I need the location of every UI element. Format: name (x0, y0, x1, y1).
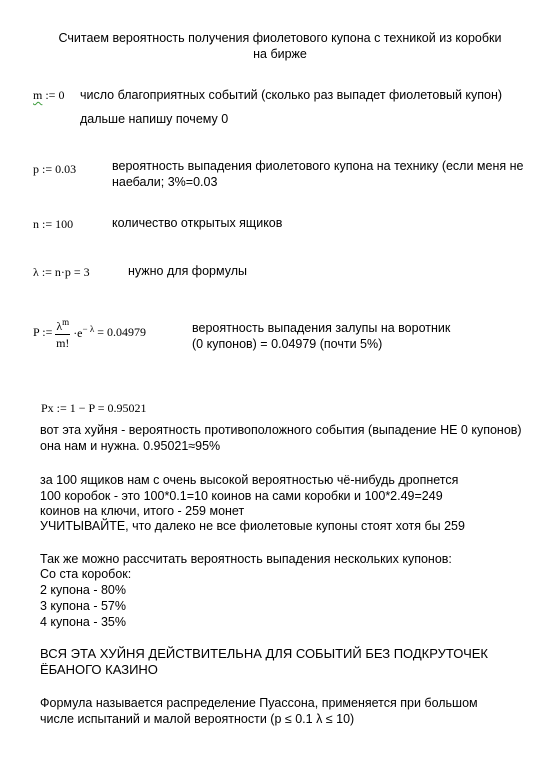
paragraph-3-line-1: Так же можно рассчитать вероятность выпадения нескольких купонов: (40, 552, 452, 566)
exp-exponent: − λ (82, 324, 95, 334)
n-formula: n := 100 (33, 217, 74, 231)
p-description-2: наебали; 3%=0.03 (112, 175, 218, 189)
paragraph-4-line-1: ВСЯ ЭТА ХУЙНЯ ДЕЙСТВИТЕЛЬНА ДЛЯ СОБЫТИЙ БЕЗ ПОДКРУТОЧЕК (40, 646, 488, 661)
paragraph-1-line-2: она нам и нужна. 0.95021≈95% (40, 439, 221, 453)
paragraph-3-line-5: 4 купона - 35% (40, 615, 126, 629)
Px-formula: Px := 1 − P = 0.95021 (41, 401, 147, 415)
paragraph-2-line-2: 100 коробок - это 100*0.1=10 коинов на сами коробки и 100*2.49=249 (40, 489, 443, 503)
fraction-numerator (55, 314, 70, 335)
paragraph-3-line-4: 3 купона - 57% (40, 599, 126, 613)
lambda-description: нужно для формулы (128, 264, 247, 278)
paragraph-5-line-1: Формула называется распределение Пуассона, применяется при большом (40, 696, 478, 710)
m-assign: := 0 (45, 88, 65, 102)
lambda-formula: λ := n·p = 3 (33, 265, 90, 279)
poisson-fraction (55, 314, 70, 351)
m-description-note: дальше напишу почему 0 (80, 112, 229, 126)
n-description: количество открытых ящиков (112, 216, 283, 230)
m-description: число благоприятных событий (сколько раз выпадет фиолетовый купон) (80, 88, 503, 102)
paragraph-5-line-2: числе испытаний и малой вероятности (p ≤ 0.1 λ ≤ 10) (40, 712, 355, 726)
paragraph-1-line-1: вот эта хуйня - вероятность противоположного события (выпадение НЕ 0 купонов) (40, 423, 522, 437)
paragraph-2-line-3: коинов на ключи, итого - 259 монет (40, 504, 245, 518)
P-result: = 0.04979 (97, 325, 146, 339)
exp-base: ·e (73, 326, 83, 340)
paragraph-2-line-1: за 100 ящиков нам с очень высокой вероятностью чё-нибудь дропнется (40, 473, 459, 487)
m-variable: m (33, 88, 43, 102)
paragraph-4-line-2: ЁБАНОГО КАЗИНО (40, 662, 158, 677)
P-description-2: (0 купонов) = 0.04979 (почти 5%) (192, 337, 383, 351)
P-lhs: P := (33, 325, 53, 339)
title-line-2: на бирже (253, 47, 307, 61)
m-formula (33, 88, 64, 103)
numerator-exponent: m (62, 317, 70, 327)
p-formula: p := 0.03 (33, 162, 77, 176)
P-description-1: вероятность выпадения залупы на воротник (192, 321, 451, 335)
poisson-formula (33, 314, 146, 351)
paragraph-2-line-4: УЧИТЫВАЙТЕ, что далеко не все фиолетовые купоны стоят хотя бы 259 (40, 519, 465, 533)
paragraph-3-line-2: Со ста коробок: (40, 567, 132, 581)
exp-term (73, 326, 94, 340)
p-description-1: вероятность выпадения фиолетового купона на технику (если меня не (112, 159, 524, 173)
numerator-base: λ (56, 319, 63, 333)
fraction-denominator: m! (56, 336, 70, 350)
title-line-1: Считаем вероятность получения фиолетового купона с техникой из коробки (58, 31, 502, 45)
paragraph-3-line-3: 2 купона - 80% (40, 583, 126, 597)
